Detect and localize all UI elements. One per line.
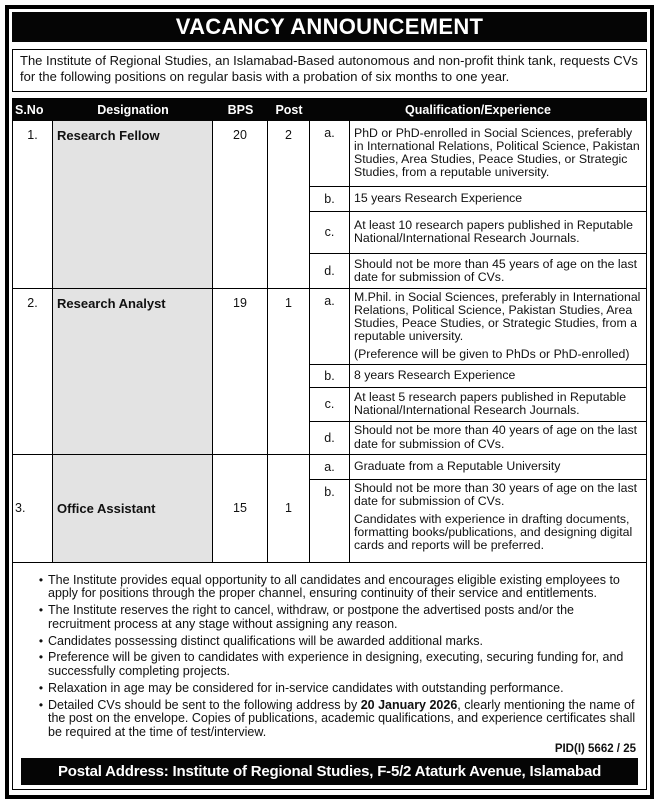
- qual-text-note: (Preference will be given to PhDs or PhD-enrolled): [354, 347, 630, 362]
- note-item: [21, 682, 638, 696]
- post-cell: 2: [268, 121, 310, 288]
- pid-label: PID(I) 5662 / 25: [554, 742, 636, 755]
- bullet-icon: •: [38, 572, 44, 587]
- qual-letter: b.: [310, 187, 350, 211]
- qualification-item-a: [310, 289, 646, 365]
- advert-outer-frame: [5, 5, 654, 799]
- qual-text: Should not be more than 45 years of age on the last date for submission of CVs.: [354, 256, 638, 284]
- table-header-row: [13, 99, 646, 121]
- qual-letter: b.: [310, 480, 350, 562]
- qual-text: Should not be more than 40 years of age on the last date for submission of CVs.: [354, 423, 638, 451]
- notes-section: [13, 563, 646, 789]
- bps-cell: 20: [213, 121, 268, 288]
- designation-cell: Research Analyst: [53, 289, 213, 454]
- qual-text: 15 years Research Experience: [354, 191, 523, 206]
- qualification-item-d: [310, 254, 646, 288]
- note-item: [21, 635, 638, 649]
- qual-letter: d.: [310, 422, 350, 454]
- column-header-designation: Designation: [97, 102, 169, 117]
- bullet-icon: •: [38, 650, 44, 665]
- table-row-research-analyst: [13, 289, 646, 455]
- bps-cell: 19: [213, 289, 268, 454]
- note-text: Candidates possessing distinct qualifications will be awarded additional marks.: [48, 633, 483, 648]
- sno-cell: 3.: [13, 455, 53, 562]
- note-text: Detailed CVs should be sent to the following address by 20 January 2026, clearly mentioning the name of the post on the envelope. Copies of publications, academic qualifications, and experience certificates shall be required at the time of test/interview.: [48, 697, 636, 740]
- note-text: The Institute provides equal opportunity to all candidates and encourages eligible existing employees to apply for positions through the proper channel, ensuring continuity of their service and entitlements.: [48, 572, 620, 601]
- qual-letter: a.: [310, 289, 350, 364]
- vacancy-table: [12, 98, 647, 790]
- qualification-item-a: [310, 121, 646, 187]
- intro-text: The Institute of Regional Studies, an Islamabad-Based autonomous and non-profit think tank, requests CVs for the following positions on regular basis with a probation of six months to one year.: [20, 53, 638, 85]
- intro-box: [12, 49, 647, 92]
- qualification-item-b: [310, 480, 646, 562]
- qual-text: 8 years Research Experience: [354, 367, 516, 382]
- table-row-office-assistant: [13, 455, 646, 563]
- qualifications-cell: [310, 289, 646, 454]
- table-row-research-fellow: [13, 121, 646, 289]
- designation-cell: Office Assistant: [53, 455, 213, 562]
- qualification-item-c: [310, 388, 646, 422]
- column-header-post: Post: [275, 102, 303, 117]
- bps-cell: 15: [213, 455, 268, 562]
- sno-cell: 1.: [13, 121, 53, 288]
- sno-cell: 2.: [13, 289, 53, 454]
- qual-text: At least 10 research papers published in Reputable National/International Research Journals.: [354, 218, 633, 246]
- qual-text: At least 5 research papers published in Reputable National/International Research Journals.: [354, 389, 627, 418]
- designation-cell: Research Fellow: [53, 121, 213, 288]
- qual-letter: a.: [310, 121, 350, 186]
- qual-letter: a.: [310, 455, 350, 479]
- qual-text: Graduate from a Reputable University: [354, 458, 561, 473]
- qualification-item-b: [310, 187, 646, 212]
- note-item: [21, 651, 638, 679]
- bullet-icon: •: [38, 633, 44, 648]
- qual-text: PhD or PhD-enrolled in Social Sciences, preferably in International Relations, Political Science, Pakistan Studies, Area Studies, Peace Studies, or Strategic Studies, from a reputable university.: [354, 125, 640, 180]
- qualifications-cell: [310, 121, 646, 288]
- qual-letter: c.: [310, 212, 350, 253]
- deadline-date: 20 January 2026: [360, 697, 458, 712]
- column-header-qualification: Qualification/Experience: [405, 102, 551, 117]
- qual-letter: c.: [310, 388, 350, 421]
- column-header-bps: BPS: [227, 102, 254, 117]
- qualification-item-b: [310, 365, 646, 388]
- note-text: Preference will be given to candidates with experience in designing, executing, securing funding for, and successfully completing projects.: [48, 650, 624, 679]
- qual-text-note: Candidates with experience in drafting documents, formatting books/publications, and designing digital cards and reports will be preferred.: [354, 511, 633, 553]
- qual-text: M.Phil. in Social Sciences, preferably in International Relations, Political Science, Pakistan Studies, Area Studies, Peace Studies, or Strategic Studies, from a reputable university.: [354, 289, 641, 344]
- postal-address-bar: [21, 758, 638, 785]
- bullet-icon: •: [38, 603, 44, 618]
- qualification-item-c: [310, 212, 646, 254]
- note-text: The Institute reserves the right to cancel, withdraw, or postpone the advertised posts and/or the recruitment process at any stage without assigning any reason.: [48, 603, 574, 631]
- bullet-icon: •: [38, 680, 44, 695]
- note-text: Relaxation in age may be considered for in-service candidates with outstanding performance.: [48, 680, 564, 695]
- post-cell: 1: [268, 455, 310, 562]
- post-cell: 1: [268, 289, 310, 454]
- page-title: VACANCY ANNOUNCEMENT: [175, 14, 484, 39]
- title-bar: [12, 12, 647, 42]
- bullet-icon: •: [38, 697, 44, 712]
- qualification-item-a: [310, 455, 646, 480]
- qualifications-cell: [310, 455, 646, 562]
- qualification-item-d: [310, 422, 646, 454]
- note-item: [21, 699, 638, 740]
- qual-letter: d.: [310, 254, 350, 288]
- qual-letter: b.: [310, 365, 350, 387]
- column-header-sno: S.No: [15, 102, 44, 117]
- qual-text: Should not be more than 30 years of age on the last date for submission of CVs.: [354, 480, 638, 508]
- note-item: [21, 574, 638, 602]
- postal-address-text: Postal Address: Institute of Regional Studies, F-5/2 Ataturk Avenue, Islamabad: [57, 762, 602, 780]
- note-item: [21, 604, 638, 632]
